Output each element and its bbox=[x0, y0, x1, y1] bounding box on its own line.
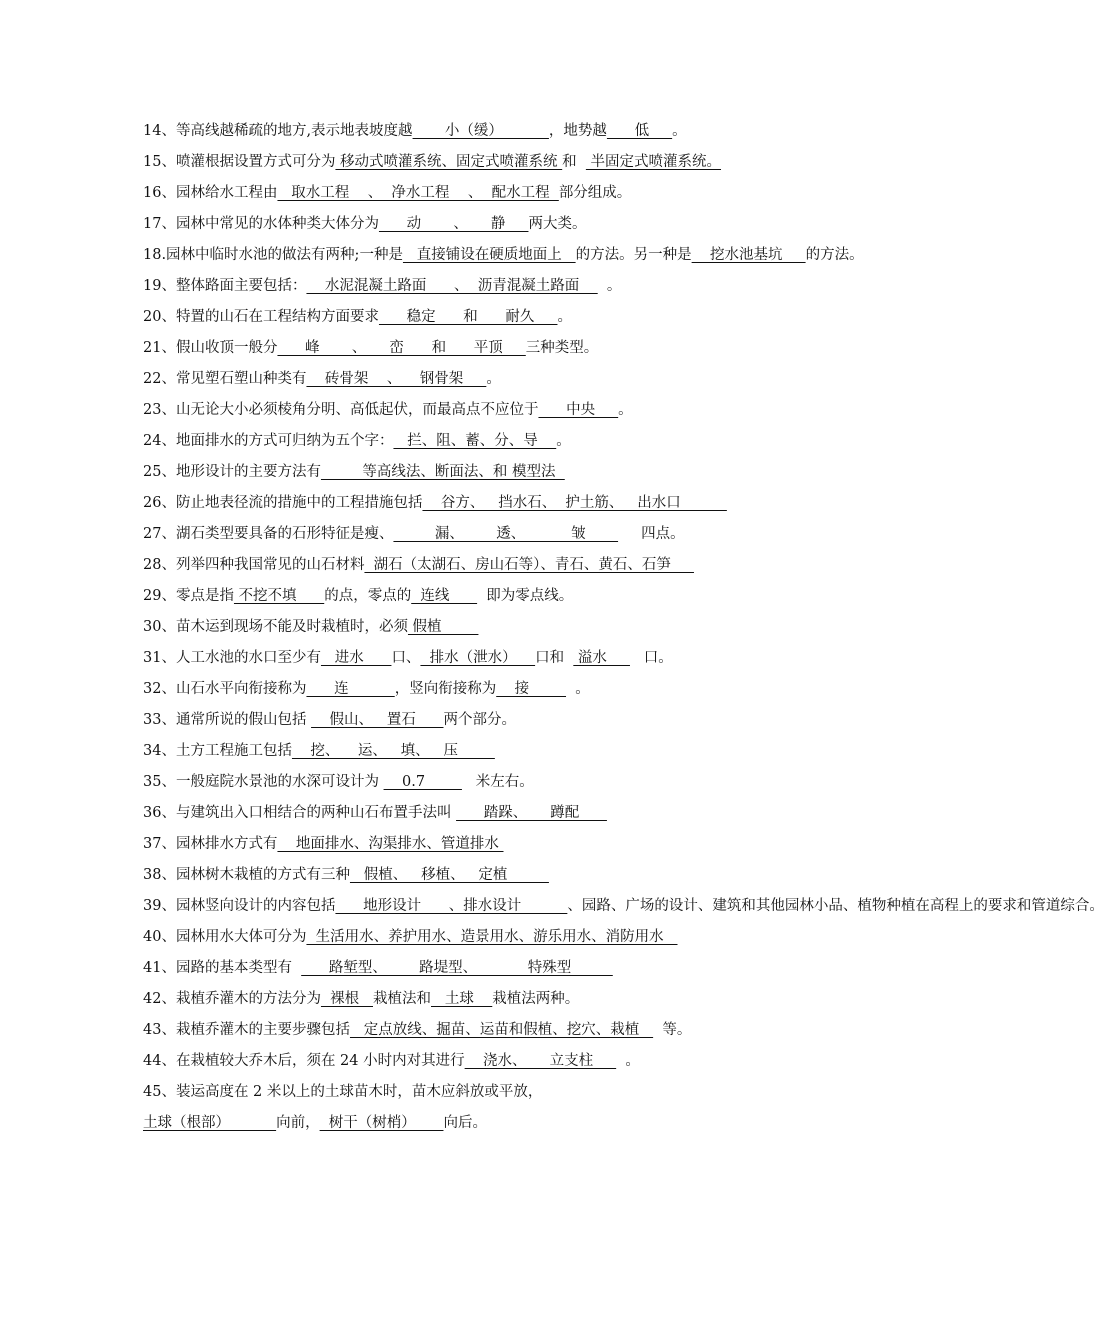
question-q14 bbox=[143, 116, 813, 147]
question-text: 41、园路的基本类型有 bbox=[143, 960, 302, 976]
question-q15 bbox=[143, 147, 813, 178]
answer-blank: 裸根 bbox=[320, 991, 373, 1007]
question-text: ，竖向衔接称为 bbox=[394, 681, 497, 697]
answer-blank: 进水 bbox=[320, 650, 392, 666]
question-text: 35、一般庭院水景池的水深可设计为 bbox=[143, 774, 384, 790]
question-text: 三种类型。 bbox=[525, 340, 599, 356]
question-q37 bbox=[143, 829, 813, 860]
question-text: 14、等高线越稀疏的地方,表示地表坡度越 bbox=[143, 123, 413, 139]
question-text: 口。 bbox=[629, 650, 673, 666]
question-text: 44、在栽植较大乔木后，须在 24 小时内对其进行 bbox=[143, 1053, 465, 1069]
question-text: 。 bbox=[672, 123, 687, 139]
question-q23 bbox=[143, 395, 813, 426]
answer-blank: 砖骨架 、 钢骨架 bbox=[306, 371, 487, 387]
question-text: 26、防止地表径流的措施中的工程措施包括 bbox=[143, 495, 423, 511]
question-text: 向后。 bbox=[443, 1115, 487, 1131]
question-text: 45、装运高度在 2 米以上的土球苗木时，苗木应斜放或平放， bbox=[143, 1084, 543, 1100]
question-q32 bbox=[143, 674, 813, 705]
answer-blank: 稳定 和 耐久 bbox=[378, 309, 558, 325]
answer-blank: 踏跺、 蹲配 bbox=[456, 805, 607, 821]
answer-blank: 挖水池基坑 bbox=[691, 247, 806, 263]
question-text: 的方法。 bbox=[805, 247, 864, 263]
question-text: 17、园林中常见的水体种类大体分为 bbox=[143, 216, 379, 232]
answer-blank: 生活用水、养护用水、造景用水、游乐用水、消防用水 bbox=[306, 929, 678, 945]
question-text: 34、土方工程施工包括 bbox=[143, 743, 292, 759]
question-text: ，地势越 bbox=[548, 123, 607, 139]
question-text: 42、栽植乔灌木的方法分为 bbox=[143, 991, 321, 1007]
question-text: 即为零点线。 bbox=[477, 588, 574, 604]
answer-blank: 土球（根部） bbox=[143, 1115, 277, 1131]
question-text: 。 bbox=[616, 1053, 640, 1069]
question-text: 和 bbox=[562, 154, 586, 170]
question-text: 28、列举四种我国常见的山石材料 bbox=[143, 557, 365, 573]
question-text: 22、常见塑石塑山种类有 bbox=[143, 371, 307, 387]
answer-blank: 半固定式喷灌系统。 bbox=[585, 154, 721, 170]
question-text: 的方法。另一种是 bbox=[575, 247, 692, 263]
question-text: 口和 bbox=[535, 650, 574, 666]
answer-blank: 0.7 bbox=[383, 774, 462, 790]
question-q30 bbox=[143, 612, 813, 643]
answer-blank: 土球 bbox=[431, 991, 493, 1007]
question-q19 bbox=[143, 271, 813, 302]
question-q39 bbox=[143, 891, 1104, 922]
question-text: 20、特置的山石在工程结构方面要求 bbox=[143, 309, 379, 325]
answer-blank: 动 、 静 bbox=[378, 216, 529, 232]
question-q44 bbox=[143, 1046, 813, 1077]
question-q42 bbox=[143, 984, 813, 1015]
question-q36 bbox=[143, 798, 813, 829]
question-q24 bbox=[143, 426, 813, 457]
question-text: 。 bbox=[557, 309, 572, 325]
question-q17 bbox=[143, 209, 813, 240]
answer-blank: 接 bbox=[496, 681, 567, 697]
answer-blank: 移动式喷灌系统、固定式喷灌系统 bbox=[335, 154, 563, 170]
question-text: 四点。 bbox=[618, 526, 685, 542]
answer-blank: 挖、 运、 填、 压 bbox=[291, 743, 495, 759]
question-text: 43、栽植乔灌木的主要步骤包括 bbox=[143, 1022, 350, 1038]
answer-blank: 取水工程 、 净水工程 、 配水工程 bbox=[277, 185, 559, 201]
answer-blank: 低 bbox=[606, 123, 673, 139]
question-q40 bbox=[143, 922, 813, 953]
question-text: 。 bbox=[566, 681, 590, 697]
question-q21 bbox=[143, 333, 813, 364]
question-q38 bbox=[143, 860, 813, 891]
answer-blank: 假植、 移植、 定植 bbox=[349, 867, 549, 883]
answer-blank: 谷方、 挡水石、 护土筋、 出水口 bbox=[422, 495, 727, 511]
question-text: 21、假山收顶一般分 bbox=[143, 340, 278, 356]
question-q45 bbox=[143, 1077, 813, 1139]
question-q16 bbox=[143, 178, 813, 209]
answer-blank: 不挖不填 bbox=[233, 588, 325, 604]
question-q28 bbox=[143, 550, 813, 581]
question-text: 39、园林竖向设计的内容包括 bbox=[143, 898, 336, 914]
question-text: 23、山无论大小必须棱角分明、高低起伏，而最高点不应位于 bbox=[143, 402, 539, 418]
question-text: 。 bbox=[486, 371, 501, 387]
answer-blank: 连线 bbox=[411, 588, 478, 604]
question-text: 19、整体路面主要包括： bbox=[143, 278, 307, 294]
question-text: 部分组成。 bbox=[558, 185, 632, 201]
answer-blank: 地形设计 、排水设计 bbox=[335, 898, 568, 914]
question-text: 。 bbox=[597, 278, 622, 294]
question-list bbox=[143, 116, 1104, 1139]
question-text: 。 bbox=[618, 402, 633, 418]
question-text: 36、与建筑出入口相结合的两种山石布置手法叫 bbox=[143, 805, 457, 821]
question-q35 bbox=[143, 767, 813, 798]
question-q43 bbox=[143, 1015, 813, 1046]
question-text: 15、喷灌根据设置方式可分为 bbox=[143, 154, 336, 170]
question-q20 bbox=[143, 302, 813, 333]
answer-blank: 排水（泄水） bbox=[420, 650, 536, 666]
question-text: 32、山石水平向衔接称为 bbox=[143, 681, 307, 697]
question-text: 30、苗木运到现场不能及时栽植时，必须 bbox=[143, 619, 408, 635]
question-text: 口、 bbox=[391, 650, 421, 666]
answer-blank: 漏、 透、 皱 bbox=[393, 526, 619, 542]
question-text: 向前， bbox=[276, 1115, 320, 1131]
answer-blank: 水泥混凝土路面 、 沥青混凝土路面 bbox=[306, 278, 598, 294]
answer-blank: 假植 bbox=[407, 619, 479, 635]
question-text: 两个部分。 bbox=[443, 712, 516, 728]
answer-blank: 小（缓） bbox=[412, 123, 549, 139]
answer-blank: 峰 、 峦 和 平顶 bbox=[277, 340, 526, 356]
answer-blank: 地面排水、沟渠排水、管道排水 bbox=[277, 836, 504, 852]
question-q26 bbox=[143, 488, 813, 519]
answer-blank: 拦、阻、蓄、分、导 bbox=[393, 433, 557, 449]
question-q34 bbox=[143, 736, 813, 767]
question-q33 bbox=[143, 705, 813, 736]
question-text: 。 bbox=[556, 433, 571, 449]
answer-blank: 中央 bbox=[538, 402, 619, 418]
question-q29 bbox=[143, 581, 813, 612]
question-text: 27、湖石类型要具备的石形特征是瘦、 bbox=[143, 526, 394, 542]
answer-blank: 等高线法、断面法、和 模型法 bbox=[320, 464, 565, 480]
question-text: 米左右。 bbox=[461, 774, 534, 790]
question-q25 bbox=[143, 457, 813, 488]
question-text: 29、零点是指 bbox=[143, 588, 234, 604]
question-text: 栽植法两种。 bbox=[492, 991, 580, 1007]
answer-blank: 湖石（太湖石、房山石等）、青石、黄石、石笋 bbox=[364, 557, 694, 573]
question-text: 33、通常所说的假山包括 bbox=[143, 712, 312, 728]
question-text: 37、园林排水方式有 bbox=[143, 836, 278, 852]
question-text: 31、人工水池的水口至少有 bbox=[143, 650, 321, 666]
question-text: 38、园林树木栽植的方式有三种 bbox=[143, 867, 350, 883]
answer-blank: 树干（树梢） bbox=[319, 1115, 444, 1131]
answer-blank: 路堑型、 路堤型、 特殊型 bbox=[301, 960, 613, 976]
question-text: 24、地面排水的方式可归纳为五个字： bbox=[143, 433, 394, 449]
question-q18 bbox=[143, 240, 864, 271]
answer-blank: 连 bbox=[306, 681, 395, 697]
question-q22 bbox=[143, 364, 813, 395]
answer-blank: 溢水 bbox=[573, 650, 630, 666]
question-text: 40、园林用水大体可分为 bbox=[143, 929, 307, 945]
question-q31 bbox=[143, 643, 813, 674]
answer-blank: 直接铺设在硬质地面上 bbox=[402, 247, 576, 263]
question-text: 18.园林中临时水池的做法有两种;一种是 bbox=[143, 247, 403, 263]
answer-blank: 定点放线、掘苗、运苗和假植、挖穴、栽植 bbox=[349, 1022, 654, 1038]
question-text: 16、园林给水工程由 bbox=[143, 185, 278, 201]
question-text: 等。 bbox=[653, 1022, 692, 1038]
question-text: 25、地形设计的主要方法有 bbox=[143, 464, 321, 480]
question-q41 bbox=[143, 953, 813, 984]
question-text: 两大类。 bbox=[528, 216, 587, 232]
answer-blank: 浇水、 立支柱 bbox=[464, 1053, 617, 1069]
question-text: 、园路、广场的设计、建筑和其他园林小品、植物种植在高程上的要求和管道综合。 bbox=[567, 898, 1104, 914]
question-text: 的点，零点的 bbox=[324, 588, 412, 604]
answer-blank: 假山、 置石 bbox=[311, 712, 444, 728]
question-q27 bbox=[143, 519, 813, 550]
question-text: 栽植法和 bbox=[373, 991, 431, 1007]
